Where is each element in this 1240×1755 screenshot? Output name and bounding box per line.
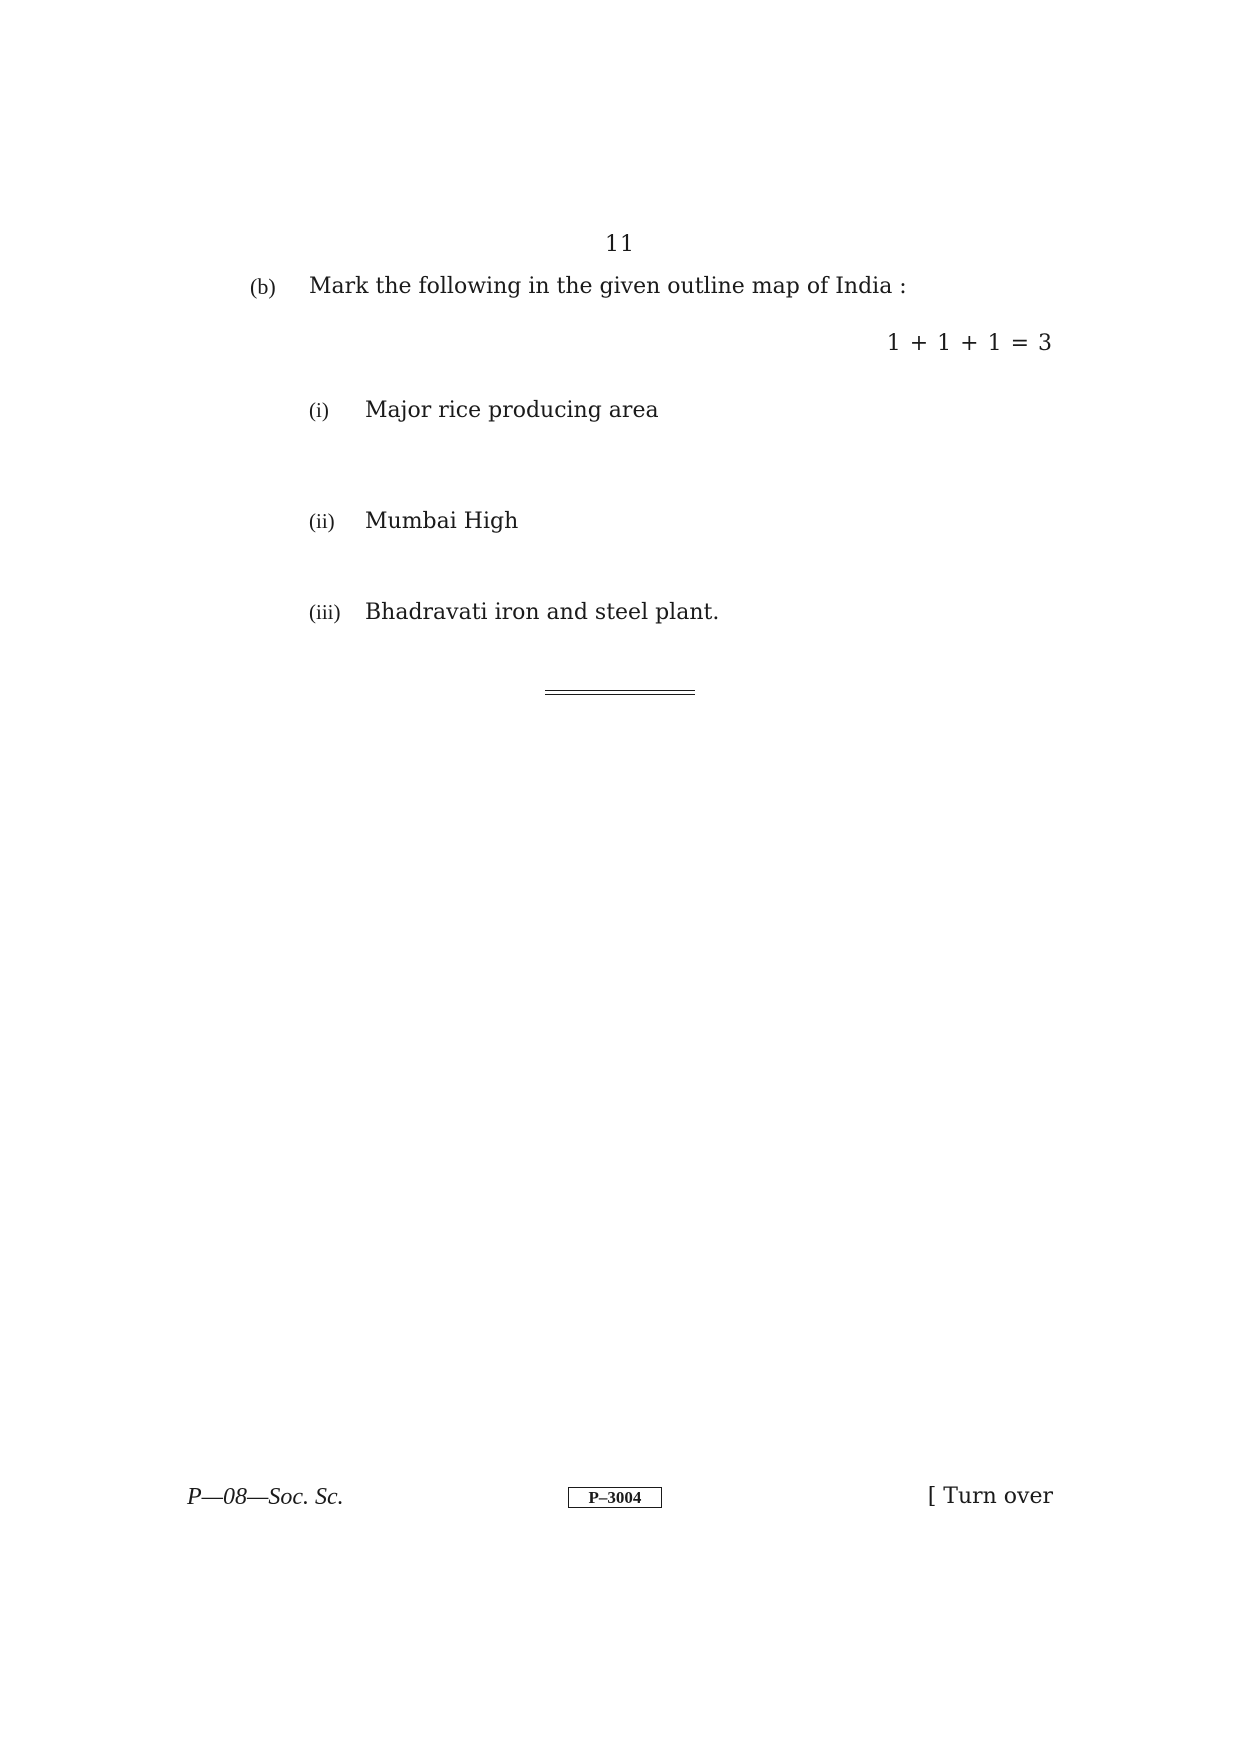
footer-subject: P—08—Soc. Sc. [187,1484,344,1510]
item-text-iii: Bhadravati iron and steel plant. [365,600,720,625]
footer-turn-over: [ Turn over [927,1484,1053,1509]
end-of-paper-rule [545,690,695,695]
item-label-iii: (iii) [309,600,341,624]
question-label: (b) [250,274,276,299]
item-label-ii: (ii) [309,509,335,533]
item-text-i: Major rice producing area [365,398,659,423]
footer-paper-code: P–3004 [568,1487,662,1508]
question-text: Mark the following in the given outline map of India : [309,274,907,299]
marks-distribution: 1 + 1 + 1 = 3 [886,331,1053,356]
page-number: 11 [605,232,635,257]
item-label-i: (i) [309,398,329,422]
item-text-ii: Mumbai High [365,509,519,534]
